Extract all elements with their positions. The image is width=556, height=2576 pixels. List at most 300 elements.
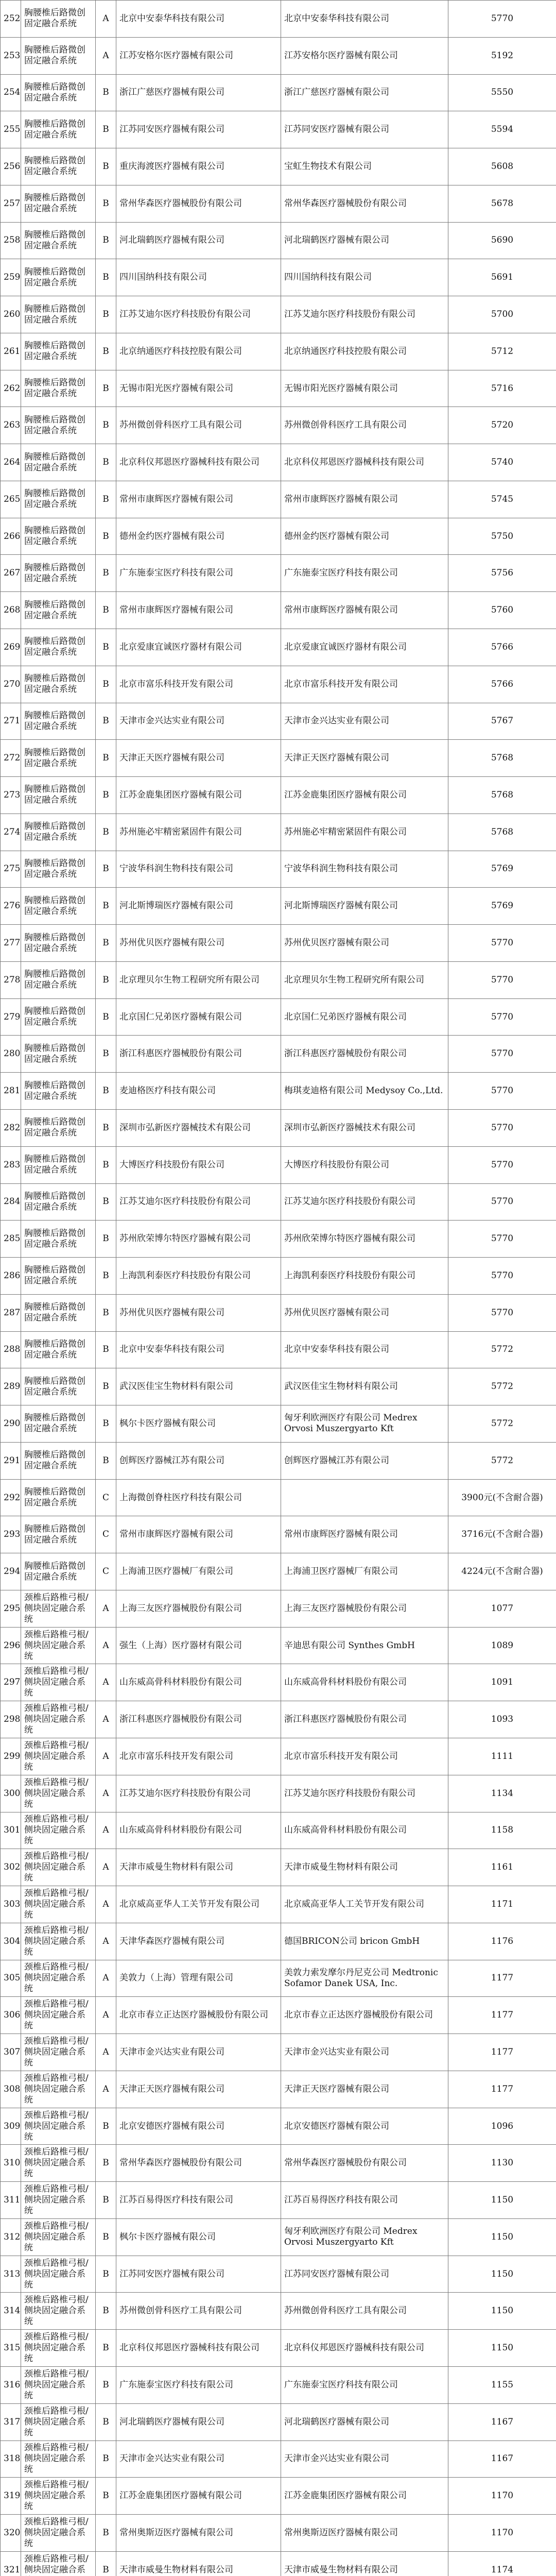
category-cell: 颈椎后路椎弓根/侧块固定融合系统 xyxy=(21,1590,96,1627)
table-row xyxy=(1,2478,556,2515)
group-cell: B xyxy=(96,2108,116,2145)
producer-cell: 天津华森医疗器械有限公司 xyxy=(116,1923,281,1960)
row-number: 300 xyxy=(1,1775,21,1812)
producer-cell: 江苏同安医疗器械有限公司 xyxy=(116,2256,281,2293)
registrant-cell xyxy=(281,1479,448,1516)
price-cell: 5769 xyxy=(448,888,556,925)
registrant-cell: 武汉医佳宝生物材料有限公司 xyxy=(281,1368,448,1405)
registrant-cell: 创辉医疗器械江苏有限公司 xyxy=(281,1442,448,1479)
registrant-cell: 江苏安格尔医疗器械有限公司 xyxy=(281,37,448,74)
row-number: 276 xyxy=(1,888,21,925)
registrant-cell: 天津市威曼生物材料有限公司 xyxy=(281,2551,448,2576)
registrant-cell: 广东施泰宝医疗科技有限公司 xyxy=(281,555,448,592)
category-cell: 颈椎后路椎弓根/侧块固定融合系统 xyxy=(21,2145,96,2182)
producer-cell: 常州市康辉医疗器械有限公司 xyxy=(116,481,281,518)
price-cell: 5770 xyxy=(448,925,556,962)
category-cell: 胸腰椎后路微创固定融合系统 xyxy=(21,148,96,185)
price-cell: 3900元(不含耐合器) xyxy=(448,1479,556,1516)
category-cell: 胸腰椎后路微创固定融合系统 xyxy=(21,998,96,1036)
row-number: 306 xyxy=(1,1997,21,2034)
table-row xyxy=(1,1331,556,1368)
category-cell: 胸腰椎后路微创固定融合系统 xyxy=(21,1331,96,1368)
group-cell: B xyxy=(96,481,116,518)
row-number: 290 xyxy=(1,1405,21,1443)
row-number: 319 xyxy=(1,2478,21,2515)
table-row xyxy=(1,370,556,407)
price-cell: 5760 xyxy=(448,592,556,629)
category-cell: 胸腰椎后路微创固定融合系统 xyxy=(21,407,96,444)
group-cell: B xyxy=(96,148,116,185)
registrant-cell: 苏州优贝医疗器械有限公司 xyxy=(281,925,448,962)
price-cell: 5770 xyxy=(448,1,556,38)
table-row xyxy=(1,2367,556,2404)
registrant-cell: 浙江广慈医疗器械有限公司 xyxy=(281,74,448,111)
group-cell: A xyxy=(96,1923,116,1960)
group-cell: B xyxy=(96,259,116,296)
registrant-cell: 北京中安泰华科技有限公司 xyxy=(281,1,448,38)
group-cell: A xyxy=(96,1701,116,1738)
registrant-cell: 苏州微创骨科医疗工具有限公司 xyxy=(281,2293,448,2330)
group-cell: B xyxy=(96,592,116,629)
row-number: 293 xyxy=(1,1516,21,1553)
group-cell: B xyxy=(96,74,116,111)
row-number: 260 xyxy=(1,296,21,333)
table-row xyxy=(1,703,556,740)
row-number: 313 xyxy=(1,2256,21,2293)
producer-cell: 武汉医佳宝生物材料有限公司 xyxy=(116,1368,281,1405)
row-number: 258 xyxy=(1,222,21,259)
row-number: 318 xyxy=(1,2441,21,2478)
row-number: 281 xyxy=(1,1073,21,1110)
row-number: 289 xyxy=(1,1368,21,1405)
row-number: 286 xyxy=(1,1258,21,1295)
row-number: 275 xyxy=(1,851,21,888)
group-cell: B xyxy=(96,814,116,851)
price-cell: 5192 xyxy=(448,37,556,74)
table-row xyxy=(1,518,556,555)
registrant-cell: 苏州欣荣博尔特医疗器械有限公司 xyxy=(281,1221,448,1258)
price-cell: 5770 xyxy=(448,998,556,1036)
category-cell: 胸腰椎后路微创固定融合系统 xyxy=(21,1442,96,1479)
table-row xyxy=(1,1073,556,1110)
registrant-cell: 北京科仪邦恩医疗器械科技有限公司 xyxy=(281,444,448,481)
row-number: 269 xyxy=(1,629,21,666)
group-cell: B xyxy=(96,1442,116,1479)
category-cell: 颈椎后路椎弓根/侧块固定融合系统 xyxy=(21,1701,96,1738)
table-row xyxy=(1,2182,556,2219)
price-cell: 1093 xyxy=(448,1701,556,1738)
category-cell: 胸腰椎后路微创固定融合系统 xyxy=(21,1258,96,1295)
category-cell: 胸腰椎后路微创固定融合系统 xyxy=(21,814,96,851)
category-cell: 胸腰椎后路微创固定融合系统 xyxy=(21,1221,96,1258)
group-cell: B xyxy=(96,740,116,777)
table-row xyxy=(1,1146,556,1183)
row-number: 303 xyxy=(1,1886,21,1923)
row-number: 316 xyxy=(1,2367,21,2404)
category-cell: 颈椎后路椎弓根/侧块固定融合系统 xyxy=(21,1812,96,1849)
table-row xyxy=(1,740,556,777)
table-row xyxy=(1,592,556,629)
registrant-cell: 浙江科惠医疗器械股份有限公司 xyxy=(281,1701,448,1738)
producer-cell: 河北瑞鹤医疗器械有限公司 xyxy=(116,2403,281,2441)
producer-cell: 江苏金鹿集团医疗器械有限公司 xyxy=(116,2478,281,2515)
producer-cell: 浙江广慈医疗器械有限公司 xyxy=(116,74,281,111)
table-row xyxy=(1,888,556,925)
price-cell: 5691 xyxy=(448,259,556,296)
category-cell: 胸腰椎后路微创固定融合系统 xyxy=(21,481,96,518)
price-cell: 1130 xyxy=(448,2145,556,2182)
registrant-cell: 常州市康辉医疗器械有限公司 xyxy=(281,1516,448,1553)
registrant-cell: 江苏同安医疗器械有限公司 xyxy=(281,2256,448,2293)
producer-cell: 深圳市弘新医疗器械技术有限公司 xyxy=(116,1109,281,1146)
row-number: 277 xyxy=(1,925,21,962)
category-cell: 胸腰椎后路微创固定融合系统 xyxy=(21,851,96,888)
table-row xyxy=(1,1775,556,1812)
table-row xyxy=(1,481,556,518)
category-cell: 胸腰椎后路微创固定融合系统 xyxy=(21,1368,96,1405)
price-cell: 5770 xyxy=(448,961,556,998)
category-cell: 胸腰椎后路微创固定融合系统 xyxy=(21,1109,96,1146)
price-cell: 5720 xyxy=(448,407,556,444)
row-number: 301 xyxy=(1,1812,21,1849)
price-cell: 1177 xyxy=(448,2071,556,2108)
table-row xyxy=(1,666,556,703)
group-cell: B xyxy=(96,2256,116,2293)
category-cell: 颈椎后路椎弓根/侧块固定融合系统 xyxy=(21,2182,96,2219)
registrant-cell: 匈牙利欧洲医疗有限公司 Medrex Orvosi Muszergyarto Kft xyxy=(281,1405,448,1443)
registrant-cell: 天津正天医疗器械有限公司 xyxy=(281,2071,448,2108)
producer-cell: 浙江科惠医疗器械股份有限公司 xyxy=(116,1036,281,1073)
category-cell: 胸腰椎后路微创固定融合系统 xyxy=(21,296,96,333)
registrant-cell: 天津市金兴达实业有限公司 xyxy=(281,703,448,740)
category-cell: 胸腰椎后路微创固定融合系统 xyxy=(21,111,96,148)
price-cell: 5716 xyxy=(448,370,556,407)
price-cell: 1150 xyxy=(448,2256,556,2293)
table-row xyxy=(1,37,556,74)
registrant-cell: 辛迪思有限公司 Synthes GmbH xyxy=(281,1627,448,1664)
group-cell: B xyxy=(96,1368,116,1405)
price-cell: 5767 xyxy=(448,703,556,740)
category-cell: 胸腰椎后路微创固定融合系统 xyxy=(21,1479,96,1516)
table-row xyxy=(1,1960,556,1997)
group-cell: B xyxy=(96,1073,116,1110)
producer-cell: 北京爱康宜诚医疗器材有限公司 xyxy=(116,629,281,666)
group-cell: B xyxy=(96,2293,116,2330)
table-row xyxy=(1,333,556,370)
producer-cell: 苏州优贝医疗器械有限公司 xyxy=(116,1294,281,1331)
price-cell: 1170 xyxy=(448,2515,556,2552)
price-cell: 5768 xyxy=(448,740,556,777)
category-cell: 胸腰椎后路微创固定融合系统 xyxy=(21,925,96,962)
price-cell: 5770 xyxy=(448,1221,556,1258)
price-cell: 1111 xyxy=(448,1738,556,1775)
registrant-cell: 德国BRICON公司 bricon GmbH xyxy=(281,1923,448,1960)
price-cell: 5690 xyxy=(448,222,556,259)
group-cell: B xyxy=(96,296,116,333)
price-cell: 1158 xyxy=(448,1812,556,1849)
table-row xyxy=(1,814,556,851)
row-number: 321 xyxy=(1,2551,21,2576)
category-cell: 胸腰椎后路微创固定融合系统 xyxy=(21,1,96,38)
category-cell: 颈椎后路椎弓根/侧块固定融合系 xyxy=(21,2551,96,2576)
producer-cell: 北京中安泰华科技有限公司 xyxy=(116,1,281,38)
producer-cell: 宁波华科润生物科技有限公司 xyxy=(116,851,281,888)
registrant-cell: 江苏百易得医疗科技有限公司 xyxy=(281,2182,448,2219)
group-cell: B xyxy=(96,444,116,481)
table-row xyxy=(1,185,556,222)
price-cell: 5608 xyxy=(448,148,556,185)
category-cell: 胸腰椎后路微创固定融合系统 xyxy=(21,666,96,703)
table-row xyxy=(1,777,556,814)
price-cell: 5770 xyxy=(448,1036,556,1073)
category-cell: 颈椎后路椎弓根/侧块固定融合系统 xyxy=(21,1997,96,2034)
table-row xyxy=(1,1738,556,1775)
group-cell: B xyxy=(96,1183,116,1221)
table-row xyxy=(1,961,556,998)
registrant-cell: 苏州施必牢精密紧固件有限公司 xyxy=(281,814,448,851)
producer-cell: 四川国纳科技有限公司 xyxy=(116,259,281,296)
registrant-cell: 常州市康辉医疗器械有限公司 xyxy=(281,592,448,629)
registrant-cell: 江苏艾迪尔医疗科技股份有限公司 xyxy=(281,1775,448,1812)
registrant-cell: 常州市康辉医疗器械有限公司 xyxy=(281,481,448,518)
price-cell: 5745 xyxy=(448,481,556,518)
price-cell: 1091 xyxy=(448,1664,556,1701)
producer-cell: 广东施泰宝医疗科技有限公司 xyxy=(116,555,281,592)
row-number: 270 xyxy=(1,666,21,703)
category-cell: 颈椎后路椎弓根/侧块固定融合系统 xyxy=(21,1886,96,1923)
table-row xyxy=(1,1664,556,1701)
category-cell: 颈椎后路椎弓根/侧块固定融合系统 xyxy=(21,1738,96,1775)
category-cell: 胸腰椎后路微创固定融合系统 xyxy=(21,518,96,555)
table-row xyxy=(1,555,556,592)
group-cell: A xyxy=(96,2034,116,2071)
category-cell: 胸腰椎后路微创固定融合系统 xyxy=(21,259,96,296)
row-number: 305 xyxy=(1,1960,21,1997)
price-cell: 5770 xyxy=(448,1183,556,1221)
group-cell: B xyxy=(96,1258,116,1295)
price-cell: 1174 xyxy=(448,2551,556,2576)
group-cell: A xyxy=(96,1590,116,1627)
category-cell: 胸腰椎后路微创固定融合系统 xyxy=(21,333,96,370)
producer-cell: 枫尔卡医疗器械有限公司 xyxy=(116,1405,281,1443)
group-cell: A xyxy=(96,1,116,38)
category-cell: 胸腰椎后路微创固定融合系统 xyxy=(21,185,96,222)
category-cell: 颈椎后路椎弓根/侧块固定融合系统 xyxy=(21,2256,96,2293)
table-row xyxy=(1,148,556,185)
price-cell: 1077 xyxy=(448,1590,556,1627)
category-cell: 胸腰椎后路微创固定融合系统 xyxy=(21,1146,96,1183)
producer-cell: 上海凯利泰医疗科技股份有限公司 xyxy=(116,1258,281,1295)
price-cell: 5770 xyxy=(448,1294,556,1331)
producer-cell: 上海浦卫医疗器械厂有限公司 xyxy=(116,1553,281,1590)
price-cell: 5770 xyxy=(448,1109,556,1146)
producer-cell: 浙江科惠医疗器械股份有限公司 xyxy=(116,1701,281,1738)
group-cell: B xyxy=(96,333,116,370)
row-number: 282 xyxy=(1,1109,21,1146)
producer-cell: 大博医疗科技股份有限公司 xyxy=(116,1146,281,1183)
row-number: 308 xyxy=(1,2071,21,2108)
producer-cell: 北京国仁兄弟医疗器械有限公司 xyxy=(116,998,281,1036)
row-number: 295 xyxy=(1,1590,21,1627)
category-cell: 颈椎后路椎弓根/侧块固定融合系统 xyxy=(21,2441,96,2478)
group-cell: B xyxy=(96,1221,116,1258)
price-cell: 1171 xyxy=(448,1886,556,1923)
registrant-cell: 浙江科惠医疗器械股份有限公司 xyxy=(281,1036,448,1073)
registrant-cell: 四川国纳科技有限公司 xyxy=(281,259,448,296)
row-number: 304 xyxy=(1,1923,21,1960)
price-cell: 5740 xyxy=(448,444,556,481)
group-cell: A xyxy=(96,1886,116,1923)
category-cell: 胸腰椎后路微创固定融合系统 xyxy=(21,703,96,740)
row-number: 314 xyxy=(1,2293,21,2330)
group-cell: B xyxy=(96,407,116,444)
registrant-cell: 江苏金鹿集团医疗器械有限公司 xyxy=(281,2478,448,2515)
registrant-cell: 山东威高骨科材料股份有限公司 xyxy=(281,1812,448,1849)
registrant-cell: 匈牙利欧洲医疗有限公司 Medrex Orvosi Muszergyarto Kft xyxy=(281,2218,448,2256)
group-cell: A xyxy=(96,1627,116,1664)
table-row xyxy=(1,1221,556,1258)
group-cell: B xyxy=(96,370,116,407)
group-cell: C xyxy=(96,1516,116,1553)
registrant-cell: 河北斯博瑞医疗器械有限公司 xyxy=(281,888,448,925)
group-cell: B xyxy=(96,2218,116,2256)
row-number: 252 xyxy=(1,1,21,38)
category-cell: 胸腰椎后路微创固定融合系统 xyxy=(21,222,96,259)
table-row xyxy=(1,1553,556,1590)
producer-cell: 山东威高骨科材料股份有限公司 xyxy=(116,1812,281,1849)
category-cell: 胸腰椎后路微创固定融合系统 xyxy=(21,555,96,592)
category-cell: 颈椎后路椎弓根/侧块固定融合系统 xyxy=(21,2108,96,2145)
price-cell: 1134 xyxy=(448,1775,556,1812)
table-row xyxy=(1,1997,556,2034)
row-number: 320 xyxy=(1,2515,21,2552)
table-row xyxy=(1,1109,556,1146)
row-number: 307 xyxy=(1,2034,21,2071)
registrant-cell: 北京理贝尔生物工程研究所有限公司 xyxy=(281,961,448,998)
price-cell: 5750 xyxy=(448,518,556,555)
producer-cell: 常州市康辉医疗器械有限公司 xyxy=(116,592,281,629)
group-cell: B xyxy=(96,998,116,1036)
producer-cell: 江苏安格尔医疗器械有限公司 xyxy=(116,37,281,74)
table-row xyxy=(1,1590,556,1627)
group-cell: B xyxy=(96,925,116,962)
row-number: 299 xyxy=(1,1738,21,1775)
registrant-cell: 江苏艾迪尔医疗科技股份有限公司 xyxy=(281,1183,448,1221)
price-cell: 5712 xyxy=(448,333,556,370)
row-number: 263 xyxy=(1,407,21,444)
group-cell: B xyxy=(96,2403,116,2441)
row-number: 253 xyxy=(1,37,21,74)
row-number: 265 xyxy=(1,481,21,518)
price-cell: 5769 xyxy=(448,851,556,888)
row-number: 273 xyxy=(1,777,21,814)
producer-cell: 创辉医疗器械江苏有限公司 xyxy=(116,1442,281,1479)
category-cell: 胸腰椎后路微创固定融合系统 xyxy=(21,1073,96,1110)
row-number: 262 xyxy=(1,370,21,407)
registrant-cell: 宁波华科润生物科技有限公司 xyxy=(281,851,448,888)
group-cell: B xyxy=(96,703,116,740)
registrant-cell: 天津市威曼生物材料有限公司 xyxy=(281,1849,448,1886)
category-cell: 颈椎后路椎弓根/侧块固定融合系统 xyxy=(21,2071,96,2108)
group-cell: B xyxy=(96,2515,116,2552)
producer-cell: 强生（上海）医疗器材有限公司 xyxy=(116,1627,281,1664)
table-row xyxy=(1,296,556,333)
row-number: 284 xyxy=(1,1183,21,1221)
row-number: 266 xyxy=(1,518,21,555)
registrant-cell: 江苏同安医疗器械有限公司 xyxy=(281,111,448,148)
group-cell: B xyxy=(96,2478,116,2515)
row-number: 294 xyxy=(1,1553,21,1590)
price-cell: 5770 xyxy=(448,1258,556,1295)
row-number: 267 xyxy=(1,555,21,592)
group-cell: B xyxy=(96,666,116,703)
table-row xyxy=(1,1923,556,1960)
price-cell: 5772 xyxy=(448,1405,556,1443)
group-cell: B xyxy=(96,1146,116,1183)
table-row xyxy=(1,1036,556,1073)
table-row xyxy=(1,2515,556,2552)
group-cell: B xyxy=(96,222,116,259)
category-cell: 颈椎后路椎弓根/侧块固定融合系统 xyxy=(21,2515,96,2552)
row-number: 271 xyxy=(1,703,21,740)
category-cell: 胸腰椎后路微创固定融合系统 xyxy=(21,370,96,407)
price-cell: 1177 xyxy=(448,1960,556,1997)
registrant-cell: 北京国仁兄弟医疗器械有限公司 xyxy=(281,998,448,1036)
producer-cell: 无锡市阳光医疗器械有限公司 xyxy=(116,370,281,407)
producer-cell: 天津市金兴达实业有限公司 xyxy=(116,2441,281,2478)
price-cell: 1167 xyxy=(448,2441,556,2478)
table-row xyxy=(1,1405,556,1443)
group-cell: B xyxy=(96,1331,116,1368)
category-cell: 胸腰椎后路微创固定融合系统 xyxy=(21,74,96,111)
group-cell: B xyxy=(96,888,116,925)
registrant-cell: 北京科仪邦恩医疗器械科技有限公司 xyxy=(281,2330,448,2367)
category-cell: 颈椎后路椎弓根/侧块固定融合系统 xyxy=(21,1627,96,1664)
price-cell: 3716元(不含耐合器) xyxy=(448,1516,556,1553)
group-cell: B xyxy=(96,629,116,666)
row-number: 279 xyxy=(1,998,21,1036)
producer-cell: 常州市康辉医疗器械有限公司 xyxy=(116,1516,281,1553)
price-cell: 1155 xyxy=(448,2367,556,2404)
table-row xyxy=(1,925,556,962)
group-cell: B xyxy=(96,111,116,148)
registrant-cell: 北京中安泰华科技有限公司 xyxy=(281,1331,448,1368)
registrant-cell: 山东威高骨科材料股份有限公司 xyxy=(281,1664,448,1701)
table-row xyxy=(1,629,556,666)
category-cell: 颈椎后路椎弓根/侧块固定融合系统 xyxy=(21,2403,96,2441)
registrant-cell: 江苏金鹿集团医疗器械有限公司 xyxy=(281,777,448,814)
producer-cell: 苏州欣荣博尔特医疗器械有限公司 xyxy=(116,1221,281,1258)
group-cell: A xyxy=(96,37,116,74)
price-cell: 5766 xyxy=(448,666,556,703)
group-cell: B xyxy=(96,185,116,222)
registrant-cell: 北京市富乐科技开发有限公司 xyxy=(281,666,448,703)
registrant-cell: 河北瑞鹤医疗器械有限公司 xyxy=(281,222,448,259)
producer-cell: 北京安德医疗器械有限公司 xyxy=(116,2108,281,2145)
producer-cell: 重庆海渡医疗器械有限公司 xyxy=(116,148,281,185)
table-row xyxy=(1,2034,556,2071)
category-cell: 胸腰椎后路微创固定融合系统 xyxy=(21,1405,96,1443)
producer-cell: 美敦力（上海）管理有限公司 xyxy=(116,1960,281,1997)
price-cell: 5678 xyxy=(448,185,556,222)
group-cell: B xyxy=(96,1405,116,1443)
registrant-cell: 河北瑞鹤医疗器械有限公司 xyxy=(281,2403,448,2441)
group-cell: A xyxy=(96,1738,116,1775)
producer-cell: 上海三友医疗器械股份有限公司 xyxy=(116,1590,281,1627)
registrant-cell: 常州奥斯迈医疗器械有限公司 xyxy=(281,2515,448,2552)
table-row xyxy=(1,1,556,38)
price-cell: 1150 xyxy=(448,2182,556,2219)
